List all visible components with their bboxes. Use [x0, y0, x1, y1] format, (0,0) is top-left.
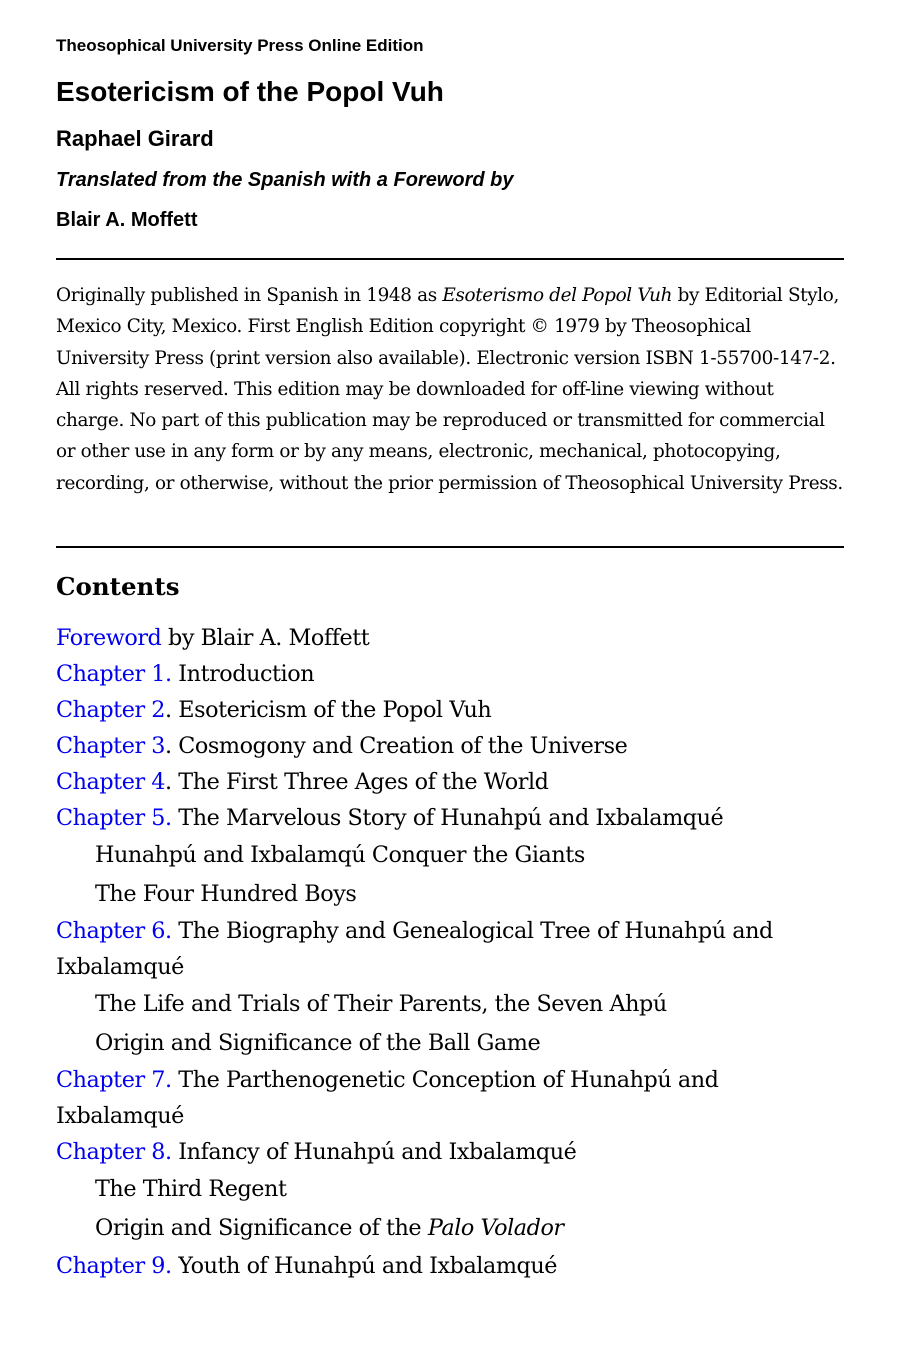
chapter-5-link[interactable]: Chapter 5. [56, 805, 172, 831]
chapter-8-link[interactable]: Chapter 8. [56, 1139, 172, 1166]
toc-entry-chapter-4 [56, 764, 844, 800]
toc-entry-chapter-5 [56, 800, 844, 836]
toc-entry-chapter-6 [56, 913, 844, 985]
author-name: Raphael Girard [56, 126, 214, 151]
copyright-part-2: by Editorial Stylo, Mexico City, Mexico. First English Edition copyright © 1979 by Theosophical University Press (print version also available). Electronic version ISBN 1-55700-147-2. All rights reserved. This edition may be downloaded for off-line viewing without charge. No part of this publication may be reproduced or transmitted for commercial or other use in any form or by any means, electronic, mechanical, photocopying, recording, or otherwise, without the prior permission of Theosophical University Press. [56, 285, 843, 494]
divider-top [56, 258, 844, 260]
chapter-6-link[interactable]: Chapter 6. [56, 918, 172, 945]
chapter-8-subsection-2 [56, 1209, 844, 1248]
toc-entry-chapter-9 [56, 1248, 844, 1284]
chapter-1-title: Introduction [171, 661, 315, 687]
original-title: Esoterismo del Popol Vuh [442, 285, 673, 306]
chapter-7-title: The Parthenogenetic Conception of Hunahpú and Ixbalamqué [56, 1067, 719, 1130]
chapter-3-link[interactable]: Chapter 3 [56, 733, 166, 759]
toc-entry-chapter-8 [56, 1134, 844, 1170]
chapter-8-subsection-2-italic: Palo Volador [427, 1214, 564, 1241]
edition-label: Theosophical University Press Online Edition [56, 36, 424, 55]
chapter-6-subsection-1: The Life and Trials of Their Parents, the Seven Ahpú [95, 991, 667, 1018]
chapter-1-link[interactable]: Chapter 1. [56, 661, 172, 687]
translated-line: Translated from the Spanish with a Foreword by [56, 169, 514, 191]
chapter-8-subsection-1: The Third Regent [95, 1176, 287, 1203]
page-title: Esotericism of the Popol Vuh [56, 76, 444, 107]
chapter-2-link[interactable]: Chapter 2 [56, 697, 166, 723]
chapter-8-subsection-2-prefix: Origin and Significance of the [95, 1214, 428, 1241]
table-of-contents [56, 620, 844, 1284]
chapter-2-title: . Esotericism of the Popol Vuh [165, 697, 492, 723]
chapter-5-subsection-1: Hunahpú and Ixbalamqú Conquer the Giants [95, 842, 585, 868]
toc-entry-foreword [56, 620, 844, 656]
chapter-7-link[interactable]: Chapter 7. [56, 1067, 172, 1094]
translator-name: Blair A. Moffett [56, 209, 198, 231]
chapter-8-title: Infancy of Hunahpú and Ixbalamqué [171, 1139, 577, 1166]
toc-entry-chapter-1 [56, 656, 844, 692]
copyright-notice [56, 280, 844, 499]
chapter-4-title: . The First Three Ages of the World [165, 769, 549, 795]
toc-entry-chapter-7 [56, 1062, 844, 1134]
chapter-6-subsection-2: Origin and Significance of the Ball Game [95, 1029, 541, 1056]
divider-bottom [56, 546, 844, 548]
contents-heading: Contents [56, 572, 180, 601]
foreword-link[interactable]: Foreword [56, 625, 162, 651]
foreword-text: by Blair A. Moffett [161, 625, 370, 651]
chapter-4-link[interactable]: Chapter 4 [56, 769, 166, 795]
chapter-6-title: The Biography and Genealogical Tree of Hunahpú and Ixbalamqué [56, 918, 773, 981]
chapter-9-title: Youth of Hunahpú and Ixbalamqué [171, 1252, 557, 1279]
chapter-5-subsection-2: The Four Hundred Boys [95, 880, 357, 907]
chapter-5-title: The Marvelous Story of Hunahpú and Ixbalamqué [171, 805, 724, 831]
toc-entry-chapter-2 [56, 692, 844, 728]
chapter-9-link[interactable]: Chapter 9. [56, 1252, 172, 1279]
chapter-3-title: . Cosmogony and Creation of the Universe [165, 733, 628, 759]
copyright-part-1: Originally published in Spanish in 1948 as [56, 285, 443, 306]
toc-entry-chapter-3 [56, 728, 844, 764]
